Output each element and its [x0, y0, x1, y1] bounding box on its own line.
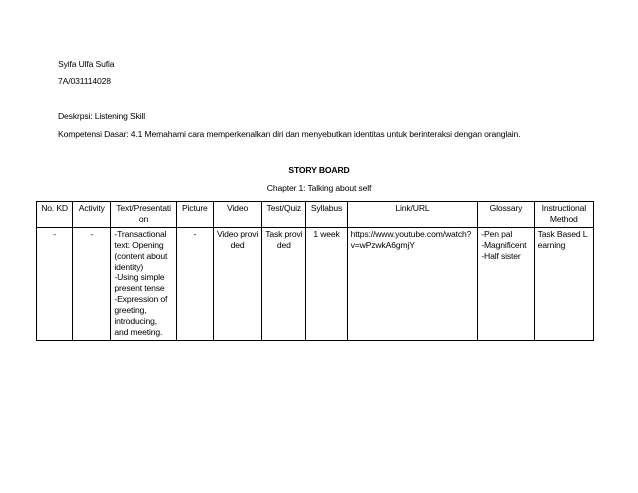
text-line: (content about	[114, 250, 168, 261]
cell-link-url: https://www.youtube.com/watch?v=wPzwkA6gmjY	[347, 227, 478, 340]
chapter-subtitle: Chapter 1: Talking about self	[266, 183, 372, 193]
cell-glossary	[478, 227, 534, 340]
text-line: greeting,	[114, 305, 147, 316]
text-line: -Transactional	[114, 228, 167, 239]
col-header-test-quiz: Test/Quiz	[262, 202, 306, 228]
col-header-no-kd: No. KD	[37, 202, 73, 228]
col-header-link-url: Link/URL	[347, 202, 478, 228]
competency: Kompetensi Dasar: 4.1 Memahami cara memperkenalkan diri dan menyebutkan identitas untuk berinteraksi dengan oranglain.	[58, 129, 521, 139]
cell-picture: -	[176, 227, 213, 340]
cell-instructional-method: Task Based Learning	[534, 227, 593, 340]
col-header-syllabus: Syllabus	[306, 202, 347, 228]
glossary-item: -Magnificent	[481, 239, 527, 250]
table-row	[37, 227, 594, 340]
student-name: Syifa Ulfa Sufia	[58, 59, 115, 69]
glossary-item: -Pen pal	[481, 228, 513, 239]
col-header-video: Video	[213, 202, 261, 228]
table-header-row	[37, 202, 594, 228]
cell-syllabus: 1 week	[306, 227, 347, 340]
text-line: present tense	[114, 283, 165, 294]
glossary-item: -Half sister	[481, 250, 521, 261]
class-id: 7A/031114028	[58, 76, 111, 86]
cell-activity: -	[73, 227, 111, 340]
description: Deskrpsi: Listening Skill	[58, 111, 145, 121]
cell-no-kd: -	[37, 227, 73, 340]
text-line: -Expression of	[114, 294, 168, 305]
text-line: introducing,	[114, 316, 158, 327]
col-header-glossary: Glossary	[478, 202, 534, 228]
text-line: -Using simple	[114, 272, 165, 283]
cell-test-quiz: Task provided	[262, 227, 306, 340]
col-header-activity: Activity	[73, 202, 111, 228]
col-header-picture: Picture	[176, 202, 213, 228]
col-header-instructional-method: Instructional Method	[534, 202, 593, 228]
storyboard-table	[36, 201, 594, 341]
cell-text-presentation	[111, 227, 176, 340]
text-line: text: Opening	[114, 239, 164, 250]
page-title: STORY BOARD	[288, 165, 350, 175]
cell-video: Video provided	[213, 227, 261, 340]
text-line: and meeting.	[114, 326, 163, 337]
col-header-text-presentation: Text/Presentation	[111, 202, 176, 228]
text-line: identity)	[114, 261, 144, 272]
